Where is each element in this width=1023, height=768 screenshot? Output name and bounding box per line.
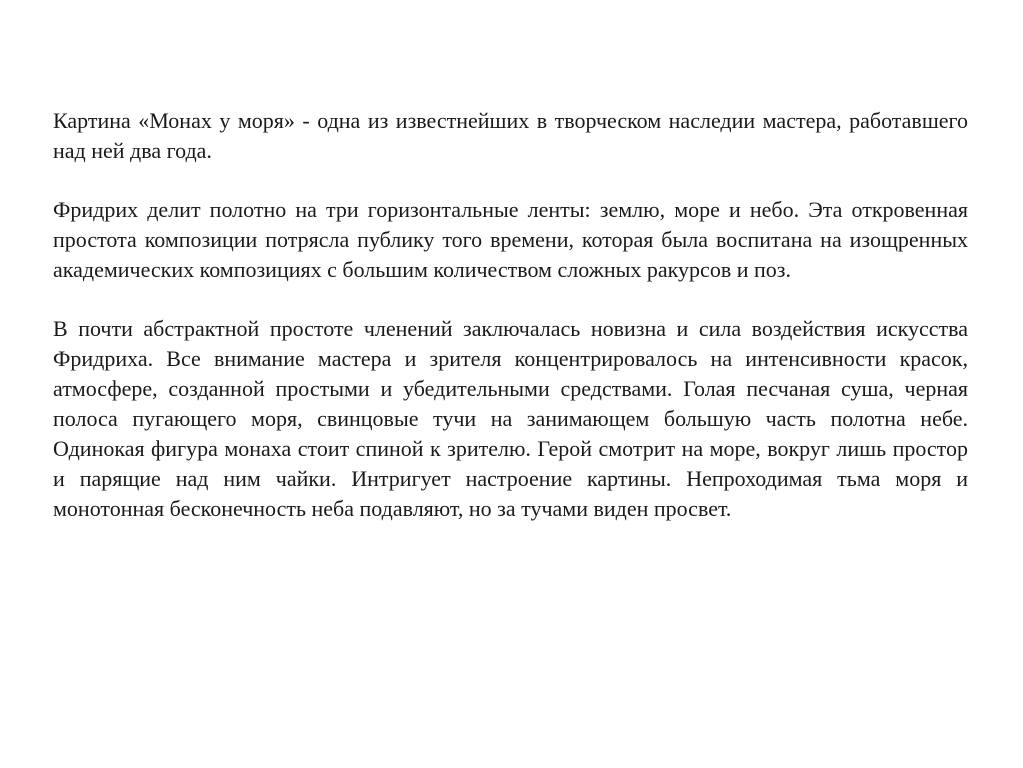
paragraph-composition: Фридрих делит полотно на три горизонтальные ленты: землю, море и небо. Эта откровенная простота композиции потрясла публику того времени, которая была воспитана на изощренных академических композициях с большим количеством сложных ракурсов и поз.: [53, 197, 968, 282]
paragraph-novelty: В почти абстрактной простоте членений заключалась новизна и сила воздействия искусства Фридриха. Все внимание мастера и зрителя концентрировалось на интенсивности красок, атмосфере, созданной простыми и убедительными средствами. Голая песчаная суша, черная полоса пугающего моря, свинцовые тучи на занимающем большую часть полотна небе. Одинокая фигура монаха стоит спиной к зрителю. Герой смотрит на море, вокруг лишь простор и парящие над ним чайки. Интригует настроение картины. Непроходимая тьма моря и монотонная бесконечность неба подавляют, но за тучами виден просвет.: [53, 316, 968, 521]
paragraph-intro: Картина «Монах у моря» - одна из известнейших в творческом наследии мастера, работавшего над ней два года.: [53, 108, 968, 163]
slide-text-body: [53, 106, 968, 524]
